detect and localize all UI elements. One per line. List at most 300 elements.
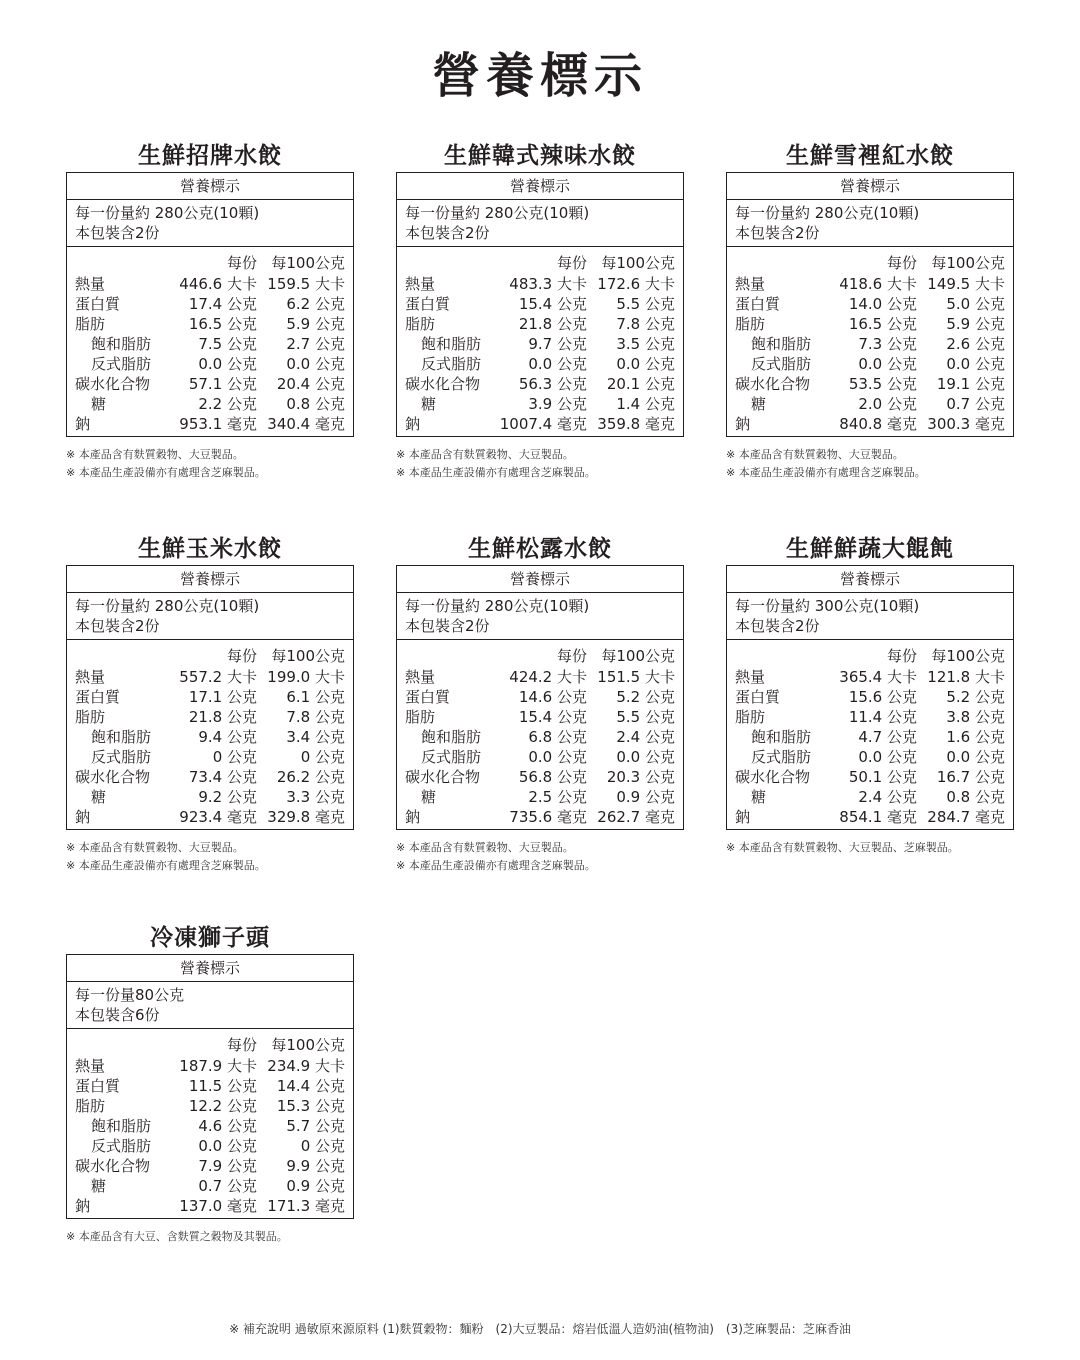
value-per-serving: 137.0 毫克 — [179, 1197, 257, 1215]
value-per-serving: 424.2 大卡 — [509, 668, 587, 686]
nutrient-table — [397, 247, 683, 436]
nutrient-row — [405, 334, 675, 354]
value-per-serving: 15.6 公克 — [848, 688, 917, 706]
value-per-serving: 12.2 公克 — [188, 1097, 257, 1115]
nutrient-name: 脂肪 — [405, 708, 436, 726]
nutrient-name: 脂肪 — [75, 315, 106, 333]
nutrient-row — [75, 687, 345, 707]
allergen-note: ※ 本產品生產設備亦有處理含芝麻製品。 — [726, 466, 926, 479]
value-per-serving: 57.1 公克 — [188, 375, 257, 393]
value-per-serving: 854.1 毫克 — [839, 808, 917, 826]
serving-info — [67, 200, 353, 247]
column-header-row — [75, 1034, 345, 1056]
value-per-100g: 0 公克 — [300, 748, 345, 766]
nutrient-name: 熱量 — [75, 668, 106, 686]
nutrient-name: 鈉 — [75, 1197, 91, 1215]
serving-info — [397, 200, 683, 247]
servings-per-pack: 本包裝含2份 — [405, 224, 490, 242]
column-header-row — [735, 252, 1005, 274]
nutrient-row — [405, 314, 675, 334]
value-per-100g: 6.2 公克 — [286, 295, 345, 313]
servings-per-pack: 本包裝含2份 — [75, 617, 160, 635]
value-per-100g: 284.7 毫克 — [927, 808, 1005, 826]
value-per-serving: 365.4 大卡 — [839, 668, 917, 686]
nutrient-name: 熱量 — [405, 668, 436, 686]
nutrient-row — [735, 274, 1005, 294]
nutrient-row — [405, 294, 675, 314]
value-per-serving: 56.8 公克 — [518, 768, 587, 786]
product-label — [396, 140, 684, 482]
value-per-serving: 2.4 公克 — [858, 788, 917, 806]
value-per-serving: 187.9 大卡 — [179, 1057, 257, 1075]
nutrition-panel — [396, 565, 684, 830]
nutrient-row — [75, 294, 345, 314]
panel-heading: 營養標示 — [67, 955, 353, 982]
nutrient-row — [405, 414, 675, 434]
nutrient-name: 蛋白質 — [405, 688, 451, 706]
nutrient-name: 糖 — [421, 395, 437, 413]
nutrient-name: 熱量 — [75, 1057, 106, 1075]
value-per-100g: 5.0 公克 — [946, 295, 1005, 313]
value-per-serving: 7.3 公克 — [858, 335, 917, 353]
value-per-100g: 19.1 公克 — [936, 375, 1005, 393]
nutrient-name: 飽和脂肪 — [421, 728, 482, 746]
serving-size: 每一份量80公克 — [75, 986, 185, 1004]
nutrient-name: 碳水化合物 — [735, 375, 811, 393]
value-per-serving: 0.0 公克 — [198, 355, 257, 373]
nutrient-name: 反式脂肪 — [91, 355, 152, 373]
nutrient-name: 鈉 — [735, 415, 751, 433]
value-per-100g: 26.2 公克 — [276, 768, 345, 786]
value-per-serving: 557.2 大卡 — [179, 668, 257, 686]
serving-info — [67, 593, 353, 640]
value-per-serving: 7.9 公克 — [198, 1157, 257, 1175]
value-per-serving: 418.6 大卡 — [839, 275, 917, 293]
allergen-notes — [726, 839, 1014, 857]
value-per-100g: 262.7 毫克 — [597, 808, 675, 826]
value-per-serving: 16.5 公克 — [848, 315, 917, 333]
panel-heading: 營養標示 — [727, 173, 1013, 200]
value-per-serving: 11.4 公克 — [848, 708, 917, 726]
value-per-serving: 0.0 公克 — [858, 355, 917, 373]
nutrient-row — [75, 1136, 345, 1156]
value-per-100g: 0.8 公克 — [286, 395, 345, 413]
value-per-serving: 17.4 公克 — [188, 295, 257, 313]
nutrient-name: 反式脂肪 — [91, 1137, 152, 1155]
nutrient-row — [735, 374, 1005, 394]
allergen-notes — [726, 446, 1014, 482]
allergen-note: ※ 本產品含有麩質穀物、大豆製品。 — [66, 448, 244, 461]
nutrient-name: 反式脂肪 — [421, 748, 482, 766]
value-per-100g: 121.8 大卡 — [927, 668, 1005, 686]
product-name: 生鮮松露水餃 — [468, 536, 612, 562]
panel-heading: 營養標示 — [397, 173, 683, 200]
nutrition-panel — [66, 565, 354, 830]
value-per-serving: 923.4 毫克 — [179, 808, 257, 826]
value-per-serving: 3.9 公克 — [528, 395, 587, 413]
nutrient-row — [405, 727, 675, 747]
nutrient-name: 糖 — [91, 1177, 107, 1195]
column-header-row — [75, 645, 345, 667]
value-per-serving: 14.0 公克 — [848, 295, 917, 313]
nutrient-row — [75, 1156, 345, 1176]
nutrient-name: 碳水化合物 — [735, 768, 811, 786]
nutrient-name: 糖 — [91, 788, 107, 806]
allergen-note: ※ 本產品生產設備亦有處理含芝麻製品。 — [396, 859, 596, 872]
servings-per-pack: 本包裝含2份 — [735, 224, 820, 242]
product-name: 生鮮雪裡紅水餃 — [786, 143, 954, 169]
servings-per-pack: 本包裝含2份 — [735, 617, 820, 635]
nutrient-name: 蛋白質 — [75, 1077, 121, 1095]
product-name: 生鮮玉米水餃 — [138, 536, 282, 562]
allergen-notes — [66, 839, 354, 875]
nutrient-row — [735, 767, 1005, 787]
panel-heading: 營養標示 — [727, 566, 1013, 593]
value-per-100g: 5.2 公克 — [946, 688, 1005, 706]
value-per-100g: 3.4 公克 — [286, 728, 345, 746]
value-per-serving: 0.0 公克 — [528, 355, 587, 373]
page-title: 營養標示 — [431, 48, 648, 104]
allergen-note: ※ 本產品含有麩質穀物、大豆製品。 — [396, 841, 574, 854]
value-per-100g: 0.0 公克 — [616, 355, 675, 373]
nutrient-name: 反式脂肪 — [91, 748, 152, 766]
value-per-serving: 15.4 公克 — [518, 295, 587, 313]
product-name: 冷凍獅子頭 — [150, 925, 270, 951]
nutrient-name: 脂肪 — [405, 315, 436, 333]
nutrient-row — [735, 354, 1005, 374]
column-header-row — [405, 645, 675, 667]
nutrient-name: 碳水化合物 — [405, 375, 481, 393]
nutrient-name: 鈉 — [75, 808, 91, 826]
serving-size: 每一份量約 280公克(10顆) — [405, 597, 590, 615]
value-per-100g: 3.3 公克 — [286, 788, 345, 806]
nutrient-table — [67, 640, 353, 829]
value-per-100g: 5.5 公克 — [616, 708, 675, 726]
allergen-notes — [66, 1228, 354, 1246]
nutrient-row — [735, 334, 1005, 354]
nutrition-panel — [726, 172, 1014, 437]
nutrition-panel — [66, 954, 354, 1219]
value-per-serving: 953.1 毫克 — [179, 415, 257, 433]
column-per-serving: 每份 — [556, 647, 587, 665]
allergen-note: ※ 本產品生產設備亦有處理含芝麻製品。 — [396, 466, 596, 479]
nutrient-name: 糖 — [91, 395, 107, 413]
value-per-100g: 16.7 公克 — [936, 768, 1005, 786]
value-per-100g: 5.7 公克 — [286, 1117, 345, 1135]
value-per-100g: 300.3 毫克 — [927, 415, 1005, 433]
nutrient-name: 脂肪 — [735, 708, 766, 726]
nutrient-row — [405, 807, 675, 827]
value-per-100g: 149.5 大卡 — [927, 275, 1005, 293]
value-per-100g: 0.0 公克 — [286, 355, 345, 373]
allergen-note: ※ 本產品含有麩質穀物、大豆製品。 — [726, 448, 904, 461]
allergen-note: ※ 本產品含有大豆、含麩質之穀物及其製品。 — [66, 1230, 288, 1243]
nutrient-name: 蛋白質 — [735, 295, 781, 313]
column-per-serving: 每份 — [226, 1036, 257, 1054]
value-per-100g: 0.0 公克 — [946, 748, 1005, 766]
value-per-100g: 3.8 公克 — [946, 708, 1005, 726]
nutrient-row — [735, 667, 1005, 687]
nutrient-row — [735, 314, 1005, 334]
serving-size: 每一份量約 280公克(10顆) — [75, 597, 260, 615]
nutrient-name: 脂肪 — [75, 708, 106, 726]
nutrition-panel — [66, 172, 354, 437]
value-per-100g: 0.0 公克 — [946, 355, 1005, 373]
nutrient-name: 反式脂肪 — [421, 355, 482, 373]
nutrient-row — [405, 354, 675, 374]
value-per-100g: 159.5 大卡 — [267, 275, 345, 293]
nutrient-row — [75, 354, 345, 374]
nutrient-row — [75, 394, 345, 414]
column-header-row — [735, 645, 1005, 667]
column-per-serving: 每份 — [226, 254, 257, 272]
nutrient-row — [75, 1176, 345, 1196]
nutrient-table — [67, 1029, 353, 1218]
value-per-100g: 20.3 公克 — [606, 768, 675, 786]
nutrient-table — [67, 247, 353, 436]
nutrient-name: 碳水化合物 — [75, 1157, 151, 1175]
column-header-row — [75, 252, 345, 274]
nutrient-row — [735, 807, 1005, 827]
nutrient-table — [397, 640, 683, 829]
nutrient-name: 反式脂肪 — [751, 748, 812, 766]
value-per-100g: 0.0 公克 — [616, 748, 675, 766]
column-header-row — [405, 252, 675, 274]
nutrient-row — [75, 787, 345, 807]
value-per-100g: 151.5 大卡 — [597, 668, 675, 686]
nutrient-row — [735, 414, 1005, 434]
value-per-100g: 329.8 毫克 — [267, 808, 345, 826]
allergen-note: ※ 本產品生產設備亦有處理含芝麻製品。 — [66, 466, 266, 479]
product-label — [66, 140, 354, 482]
nutrient-name: 碳水化合物 — [75, 768, 151, 786]
nutrient-row — [75, 667, 345, 687]
nutrient-row — [75, 727, 345, 747]
nutrient-name: 飽和脂肪 — [751, 728, 812, 746]
nutrient-row — [735, 687, 1005, 707]
nutrient-row — [75, 767, 345, 787]
value-per-100g: 199.0 大卡 — [267, 668, 345, 686]
footer-note: ※ 補充說明 過敏原來源原料 (1)麩質穀物：麵粉 (2)大豆製品：熔岩低溫人造奶油(植物油) (3)芝麻製品：芝麻香油 — [229, 1322, 851, 1336]
value-per-serving: 2.2 公克 — [198, 395, 257, 413]
value-per-100g: 3.5 公克 — [616, 335, 675, 353]
value-per-100g: 6.1 公克 — [286, 688, 345, 706]
panel-heading: 營養標示 — [397, 566, 683, 593]
value-per-serving: 11.5 公克 — [188, 1077, 257, 1095]
nutrient-name: 蛋白質 — [75, 295, 121, 313]
value-per-serving: 9.4 公克 — [198, 728, 257, 746]
nutrient-row — [75, 414, 345, 434]
product-label — [396, 533, 684, 875]
serving-info — [397, 593, 683, 640]
allergen-note: ※ 本產品含有麩質穀物、大豆製品、芝麻製品。 — [726, 841, 959, 854]
value-per-serving: 446.6 大卡 — [179, 275, 257, 293]
nutrient-row — [405, 374, 675, 394]
value-per-100g: 14.4 公克 — [276, 1077, 345, 1095]
product-label — [726, 533, 1014, 857]
allergen-note: ※ 本產品含有麩質穀物、大豆製品。 — [66, 841, 244, 854]
column-per-serving: 每份 — [886, 647, 917, 665]
value-per-serving: 9.7 公克 — [528, 335, 587, 353]
nutrient-name: 蛋白質 — [405, 295, 451, 313]
value-per-100g: 0.7 公克 — [946, 395, 1005, 413]
value-per-serving: 840.8 毫克 — [839, 415, 917, 433]
value-per-100g: 0.9 公克 — [286, 1177, 345, 1195]
serving-size: 每一份量約 280公克(10顆) — [75, 204, 260, 222]
value-per-100g: 1.4 公克 — [616, 395, 675, 413]
product-label — [66, 922, 354, 1246]
nutrient-name: 碳水化合物 — [75, 375, 151, 393]
value-per-100g: 5.9 公克 — [286, 315, 345, 333]
value-per-100g: 20.4 公克 — [276, 375, 345, 393]
value-per-serving: 2.5 公克 — [528, 788, 587, 806]
value-per-serving: 9.2 公克 — [198, 788, 257, 806]
nutrient-row — [75, 374, 345, 394]
nutrient-row — [75, 807, 345, 827]
nutrient-row — [405, 787, 675, 807]
value-per-100g: 7.8 公克 — [616, 315, 675, 333]
column-per-100g: 每100公克 — [931, 254, 1005, 272]
nutrient-name: 鈉 — [405, 808, 421, 826]
value-per-serving: 4.6 公克 — [198, 1117, 257, 1135]
value-per-serving: 0.0 公克 — [198, 1137, 257, 1155]
value-per-100g: 172.6 大卡 — [597, 275, 675, 293]
product-label — [726, 140, 1014, 482]
column-per-100g: 每100公克 — [601, 647, 675, 665]
nutrient-table — [727, 640, 1013, 829]
nutrient-row — [75, 1116, 345, 1136]
nutrient-row — [735, 787, 1005, 807]
nutrient-row — [75, 1076, 345, 1096]
column-per-100g: 每100公克 — [271, 254, 345, 272]
nutrient-name: 糖 — [421, 788, 437, 806]
nutrient-row — [75, 1096, 345, 1116]
serving-info — [67, 982, 353, 1029]
value-per-serving: 53.5 公克 — [848, 375, 917, 393]
allergen-note: ※ 本產品生產設備亦有處理含芝麻製品。 — [66, 859, 266, 872]
nutrient-row — [735, 727, 1005, 747]
value-per-100g: 2.7 公克 — [286, 335, 345, 353]
value-per-serving: 735.6 毫克 — [509, 808, 587, 826]
value-per-100g: 15.3 公克 — [276, 1097, 345, 1115]
value-per-serving: 50.1 公克 — [848, 768, 917, 786]
serving-size: 每一份量約 300公克(10顆) — [735, 597, 920, 615]
nutrient-name: 糖 — [751, 788, 767, 806]
panel-heading: 營養標示 — [67, 173, 353, 200]
nutrient-name: 熱量 — [405, 275, 436, 293]
serving-size: 每一份量約 280公克(10顆) — [405, 204, 590, 222]
nutrition-panel — [726, 565, 1014, 830]
column-per-100g: 每100公克 — [931, 647, 1005, 665]
nutrient-row — [405, 707, 675, 727]
nutrient-name: 飽和脂肪 — [91, 1117, 152, 1135]
nutrient-row — [75, 1056, 345, 1076]
nutrient-name: 飽和脂肪 — [91, 728, 152, 746]
nutrient-row — [75, 1196, 345, 1216]
nutrient-name: 反式脂肪 — [751, 355, 812, 373]
nutrient-row — [405, 274, 675, 294]
nutrient-name: 碳水化合物 — [405, 768, 481, 786]
nutrient-row — [405, 394, 675, 414]
nutrient-name: 熱量 — [75, 275, 106, 293]
nutrient-row — [735, 707, 1005, 727]
servings-per-pack: 本包裝含2份 — [75, 224, 160, 242]
nutrient-row — [735, 394, 1005, 414]
product-label — [66, 533, 354, 875]
value-per-100g: 9.9 公克 — [286, 1157, 345, 1175]
value-per-serving: 0.0 公克 — [528, 748, 587, 766]
column-per-serving: 每份 — [226, 647, 257, 665]
nutrient-name: 飽和脂肪 — [751, 335, 812, 353]
nutrient-name: 脂肪 — [735, 315, 766, 333]
nutrient-row — [75, 334, 345, 354]
nutrient-row — [735, 747, 1005, 767]
value-per-100g: 2.4 公克 — [616, 728, 675, 746]
product-name: 生鮮韓式辣味水餃 — [444, 143, 636, 169]
value-per-serving: 16.5 公克 — [188, 315, 257, 333]
value-per-serving: 0 公克 — [212, 748, 257, 766]
allergen-notes — [396, 839, 684, 875]
nutrient-name: 蛋白質 — [75, 688, 121, 706]
nutrient-table — [727, 247, 1013, 436]
nutrient-row — [75, 274, 345, 294]
column-per-100g: 每100公克 — [271, 1036, 345, 1054]
nutrient-row — [75, 707, 345, 727]
nutrient-name: 蛋白質 — [735, 688, 781, 706]
value-per-100g: 1.6 公克 — [946, 728, 1005, 746]
servings-per-pack: 本包裝含2份 — [405, 617, 490, 635]
nutrient-row — [405, 767, 675, 787]
value-per-100g: 234.9 大卡 — [267, 1057, 345, 1075]
nutrient-name: 熱量 — [735, 668, 766, 686]
value-per-serving: 6.8 公克 — [528, 728, 587, 746]
nutrient-name: 鈉 — [405, 415, 421, 433]
value-per-serving: 21.8 公克 — [518, 315, 587, 333]
value-per-100g: 0.8 公克 — [946, 788, 1005, 806]
value-per-100g: 20.1 公克 — [606, 375, 675, 393]
value-per-100g: 5.5 公克 — [616, 295, 675, 313]
serving-info — [727, 593, 1013, 640]
value-per-100g: 171.3 毫克 — [267, 1197, 345, 1215]
nutrient-row — [405, 747, 675, 767]
nutrient-name: 熱量 — [735, 275, 766, 293]
value-per-serving: 483.3 大卡 — [509, 275, 587, 293]
value-per-serving: 21.8 公克 — [188, 708, 257, 726]
value-per-serving: 56.3 公克 — [518, 375, 587, 393]
value-per-100g: 5.9 公克 — [946, 315, 1005, 333]
nutrient-name: 脂肪 — [75, 1097, 106, 1115]
value-per-100g: 340.4 毫克 — [267, 415, 345, 433]
column-per-serving: 每份 — [886, 254, 917, 272]
nutrient-row — [75, 314, 345, 334]
column-per-serving: 每份 — [556, 254, 587, 272]
nutrient-name: 鈉 — [75, 415, 91, 433]
nutrient-name: 糖 — [751, 395, 767, 413]
allergen-notes — [396, 446, 684, 482]
value-per-100g: 0.9 公克 — [616, 788, 675, 806]
product-name: 生鮮鮮蔬大餛飩 — [786, 536, 954, 562]
allergen-note: ※ 本產品含有麩質穀物、大豆製品。 — [396, 448, 574, 461]
serving-size: 每一份量約 280公克(10顆) — [735, 204, 920, 222]
value-per-serving: 0.7 公克 — [198, 1177, 257, 1195]
value-per-100g: 0 公克 — [300, 1137, 345, 1155]
value-per-serving: 7.5 公克 — [198, 335, 257, 353]
value-per-serving: 73.4 公克 — [188, 768, 257, 786]
nutrition-panel — [396, 172, 684, 437]
value-per-serving: 15.4 公克 — [518, 708, 587, 726]
value-per-100g: 2.6 公克 — [946, 335, 1005, 353]
column-per-100g: 每100公克 — [601, 254, 675, 272]
